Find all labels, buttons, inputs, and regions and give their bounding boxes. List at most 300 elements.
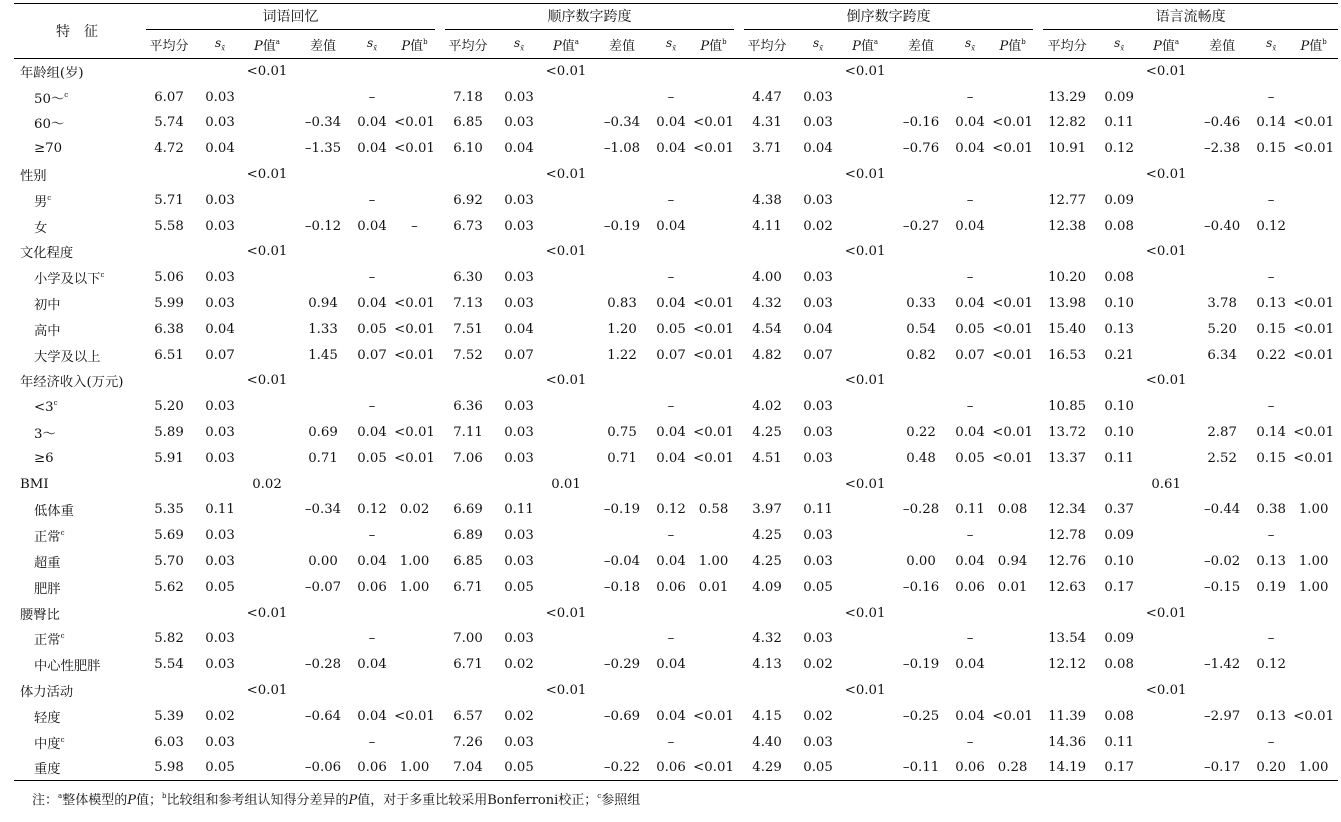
difference: –0.44 bbox=[1203, 502, 1241, 518]
comparison-p-value bbox=[988, 523, 1037, 549]
standard-error: 0.02 bbox=[803, 218, 833, 234]
data-row bbox=[14, 291, 1338, 317]
standard-error: 0.17 bbox=[1104, 579, 1134, 595]
difference-se: 0.14 bbox=[1256, 425, 1286, 441]
empty-cell bbox=[796, 239, 840, 265]
standard-error: 0.10 bbox=[1104, 554, 1134, 570]
mean-score: 7.13 bbox=[453, 296, 483, 312]
empty-cell bbox=[354, 59, 390, 85]
difference: 0.69 bbox=[308, 425, 338, 441]
difference-se: 0.12 bbox=[1256, 657, 1286, 673]
empty-cell bbox=[1289, 678, 1338, 704]
difference: 0.75 bbox=[607, 425, 637, 441]
empty-cell bbox=[541, 420, 591, 446]
comparison-p-value bbox=[689, 265, 738, 291]
difference-se: 0.04 bbox=[357, 425, 387, 441]
overall-p-value: <0.01 bbox=[545, 605, 587, 621]
difference-se: 0.04 bbox=[357, 141, 387, 157]
empty-cell bbox=[1141, 394, 1191, 420]
empty-cell bbox=[390, 162, 439, 188]
note-a-text: 整体模型的 bbox=[62, 793, 128, 808]
empty-cell bbox=[242, 265, 292, 291]
empty-cell bbox=[689, 162, 738, 188]
difference: –2.38 bbox=[1203, 141, 1241, 157]
standard-error: 0.03 bbox=[504, 734, 534, 750]
difference-se: – bbox=[368, 89, 376, 105]
row-label-text: ≥70 bbox=[34, 141, 63, 157]
difference-se: 0.12 bbox=[1256, 218, 1286, 234]
mean-score: 5.71 bbox=[154, 192, 184, 208]
empty-cell bbox=[354, 162, 390, 188]
empty-cell bbox=[242, 316, 292, 342]
empty-cell bbox=[952, 471, 988, 497]
comparison-p-value bbox=[988, 652, 1037, 678]
comparison-p-value bbox=[988, 265, 1037, 291]
standard-error: 0.09 bbox=[1104, 89, 1134, 105]
overall-p-value: 0.61 bbox=[1151, 476, 1181, 492]
overall-p-value: <0.01 bbox=[1145, 64, 1187, 80]
empty-cell bbox=[1141, 626, 1191, 652]
difference-se: – bbox=[368, 192, 376, 208]
comparison-p-value: <0.01 bbox=[992, 321, 1033, 337]
row-label bbox=[14, 420, 140, 446]
subheader-p-sup-b: b bbox=[722, 38, 727, 46]
data-row bbox=[14, 703, 1338, 729]
difference-se: – bbox=[368, 528, 376, 544]
overall-p-value: <0.01 bbox=[1145, 373, 1187, 389]
subheader-se-subscript: x̄ bbox=[819, 44, 824, 53]
subheader-p-overall bbox=[1141, 31, 1191, 59]
standard-error: 0.07 bbox=[803, 347, 833, 363]
difference bbox=[1191, 394, 1253, 420]
comparison-p-value: <0.01 bbox=[992, 425, 1033, 441]
difference: 0.33 bbox=[906, 296, 936, 312]
empty-cell bbox=[354, 600, 390, 626]
subheader-diff bbox=[1191, 31, 1253, 59]
category-label: BMI bbox=[20, 476, 49, 492]
comparison-p-value bbox=[988, 84, 1037, 110]
comparison-p-value bbox=[689, 394, 738, 420]
difference-se: – bbox=[667, 734, 675, 750]
difference bbox=[591, 394, 653, 420]
difference bbox=[1191, 729, 1253, 755]
difference: 6.34 bbox=[1207, 347, 1237, 363]
empty-cell bbox=[497, 59, 541, 85]
difference: 0.22 bbox=[906, 425, 936, 441]
empty-cell bbox=[541, 110, 591, 136]
empty-cell bbox=[242, 703, 292, 729]
difference: –1.42 bbox=[1203, 657, 1241, 673]
comparison-p-value bbox=[1289, 187, 1338, 213]
empty-cell bbox=[796, 600, 840, 626]
empty-cell bbox=[1037, 59, 1097, 85]
mean-score: 13.54 bbox=[1048, 631, 1087, 647]
comparison-p-value: 1.00 bbox=[390, 755, 439, 781]
standard-error: 0.03 bbox=[803, 192, 833, 208]
empty-cell bbox=[439, 162, 497, 188]
difference-se: 0.05 bbox=[955, 450, 985, 466]
row-label-text: 高中 bbox=[34, 323, 61, 339]
empty-cell bbox=[198, 239, 242, 265]
data-row bbox=[14, 652, 1338, 678]
comparison-p-value bbox=[689, 652, 738, 678]
empty-cell bbox=[689, 59, 738, 85]
comparison-p-value bbox=[390, 394, 439, 420]
standard-error: 0.03 bbox=[205, 218, 235, 234]
mean-score: 4.82 bbox=[752, 347, 782, 363]
mean-score: 12.82 bbox=[1048, 115, 1087, 131]
comparison-p-value bbox=[988, 626, 1037, 652]
difference bbox=[591, 626, 653, 652]
comparison-p-value: <0.01 bbox=[693, 115, 734, 131]
standard-error: 0.17 bbox=[1097, 755, 1141, 781]
overall-p-value: <0.01 bbox=[246, 244, 288, 260]
standard-error: 0.03 bbox=[803, 89, 833, 105]
reference-marker: c bbox=[53, 398, 58, 407]
empty-cell bbox=[541, 187, 591, 213]
difference-se: – bbox=[1267, 270, 1275, 286]
row-label bbox=[14, 342, 140, 368]
comparison-p-value bbox=[1289, 394, 1338, 420]
difference-se: 0.04 bbox=[955, 218, 985, 234]
empty-cell bbox=[1253, 471, 1289, 497]
overall-p-value: <0.01 bbox=[844, 373, 886, 389]
subheader-p-sup-a: a bbox=[275, 38, 280, 46]
difference bbox=[292, 187, 354, 213]
difference: 0.54 bbox=[906, 321, 936, 337]
group-header-verbal-fluency: 语言流畅度 bbox=[1043, 6, 1338, 30]
empty-cell bbox=[1141, 316, 1191, 342]
empty-cell bbox=[541, 136, 591, 162]
standard-error: 0.04 bbox=[504, 141, 534, 157]
comparison-p-value bbox=[390, 265, 439, 291]
comparison-p-value bbox=[689, 729, 738, 755]
mean-score: 6.89 bbox=[453, 528, 483, 544]
standard-error: 0.37 bbox=[1104, 502, 1134, 518]
standard-error: 0.11 bbox=[1104, 734, 1134, 750]
difference: –0.22 bbox=[591, 755, 653, 781]
standard-error: 0.03 bbox=[504, 115, 534, 131]
difference: 1.33 bbox=[308, 321, 338, 337]
comparison-p-value bbox=[1289, 265, 1338, 291]
empty-cell bbox=[1141, 523, 1191, 549]
empty-cell bbox=[198, 162, 242, 188]
standard-error: 0.11 bbox=[504, 502, 534, 518]
standard-error: 0.03 bbox=[205, 450, 235, 466]
difference: –0.76 bbox=[902, 141, 940, 157]
standard-error: 0.03 bbox=[504, 192, 534, 208]
difference-se: 0.06 bbox=[354, 755, 390, 781]
difference bbox=[292, 523, 354, 549]
subheader-p-compare bbox=[1289, 31, 1338, 59]
mean-score: 4.25 bbox=[752, 425, 782, 441]
empty-cell bbox=[988, 368, 1037, 394]
subheader-se-subscript: x̄ bbox=[520, 44, 525, 53]
comparison-p-value: <0.01 bbox=[992, 708, 1033, 724]
row-label bbox=[14, 729, 140, 755]
comparison-p-value bbox=[1289, 729, 1338, 755]
data-row bbox=[14, 445, 1338, 471]
comparison-p-value: 1.00 bbox=[1289, 755, 1338, 781]
difference bbox=[292, 265, 354, 291]
comparison-p-value: 1.00 bbox=[399, 579, 430, 595]
difference bbox=[890, 84, 952, 110]
difference-se: 0.06 bbox=[952, 755, 988, 781]
mean-score: 5.06 bbox=[154, 270, 184, 286]
difference: 1.22 bbox=[607, 347, 637, 363]
empty-cell bbox=[198, 368, 242, 394]
subheader-p-letter: P bbox=[852, 39, 861, 54]
subheader-se-subscript: x̄ bbox=[1272, 44, 1277, 53]
empty-cell bbox=[1037, 600, 1097, 626]
difference-se: – bbox=[667, 528, 675, 544]
mean-score: 5.91 bbox=[154, 450, 184, 466]
row-label-text: 小学及以下 bbox=[34, 272, 101, 288]
mean-score: 12.38 bbox=[1048, 218, 1087, 234]
overall-p-value: <0.01 bbox=[246, 683, 288, 699]
subheader-p-rest: 值 bbox=[1008, 39, 1022, 54]
difference-se: 0.15 bbox=[1256, 321, 1286, 337]
mean-score: 4.38 bbox=[752, 192, 782, 208]
empty-cell bbox=[541, 445, 591, 471]
difference-se: – bbox=[966, 270, 974, 286]
mean-score: 6.73 bbox=[453, 218, 483, 234]
difference-se: 0.13 bbox=[1256, 554, 1286, 570]
empty-cell bbox=[541, 213, 591, 239]
subheader-p-rest: 值 bbox=[410, 39, 424, 54]
empty-cell bbox=[292, 678, 354, 704]
standard-error: 0.10 bbox=[1104, 296, 1134, 312]
mean-score: 4.15 bbox=[752, 708, 782, 724]
difference: –0.46 bbox=[1203, 115, 1241, 131]
row-label bbox=[14, 110, 140, 136]
empty-cell bbox=[840, 729, 890, 755]
empty-cell bbox=[840, 420, 890, 446]
difference: –0.27 bbox=[902, 218, 940, 234]
difference bbox=[1191, 523, 1253, 549]
comparison-p-value bbox=[988, 394, 1037, 420]
standard-error: 0.03 bbox=[803, 554, 833, 570]
mean-score: 5.35 bbox=[154, 502, 184, 518]
overall-p-value: <0.01 bbox=[844, 683, 886, 699]
empty-cell bbox=[1289, 368, 1338, 394]
empty-cell bbox=[591, 471, 653, 497]
difference-se: – bbox=[368, 399, 376, 415]
empty-cell bbox=[242, 136, 292, 162]
empty-cell bbox=[653, 678, 689, 704]
subheader-p-letter: P bbox=[999, 39, 1009, 54]
standard-error: 0.10 bbox=[1104, 425, 1134, 441]
standard-error: 0.03 bbox=[504, 631, 534, 647]
empty-cell bbox=[541, 394, 591, 420]
subheader-se-label: s bbox=[813, 36, 820, 51]
empty-cell bbox=[840, 549, 890, 575]
empty-cell bbox=[952, 239, 988, 265]
difference-se: 0.04 bbox=[357, 554, 387, 570]
difference bbox=[890, 729, 952, 755]
subheader-p-rest: 值 bbox=[709, 39, 723, 54]
empty-cell bbox=[738, 600, 796, 626]
difference: –0.12 bbox=[304, 218, 342, 234]
subheader-mean bbox=[140, 31, 198, 59]
difference-se: – bbox=[368, 270, 376, 286]
comparison-p-value: 1.00 bbox=[1298, 502, 1329, 518]
mean-score: 4.29 bbox=[738, 755, 796, 781]
subheader-se-subscript: x̄ bbox=[221, 44, 226, 53]
difference: –0.11 bbox=[890, 755, 952, 781]
standard-error: 0.05 bbox=[205, 579, 235, 595]
mean-score: 4.31 bbox=[752, 115, 782, 131]
note-b-text: 比较组和参考组认知得分差异的 bbox=[166, 793, 349, 808]
mean-score: 12.77 bbox=[1048, 192, 1087, 208]
empty-cell bbox=[1097, 368, 1141, 394]
standard-error: 0.05 bbox=[796, 755, 840, 781]
mean-score: 5.82 bbox=[154, 631, 184, 647]
mean-score: 4.72 bbox=[154, 141, 184, 157]
standard-error: 0.03 bbox=[205, 270, 235, 286]
subheader-p-letter: P bbox=[401, 39, 411, 54]
empty-cell bbox=[242, 652, 292, 678]
mean-score: 5.89 bbox=[154, 425, 184, 441]
difference-se: 0.04 bbox=[656, 708, 686, 724]
difference bbox=[890, 626, 952, 652]
empty-cell bbox=[198, 678, 242, 704]
difference: 1.45 bbox=[308, 347, 338, 363]
row-label-text: <3 bbox=[34, 399, 54, 415]
difference-se: 0.04 bbox=[955, 708, 985, 724]
empty-cell bbox=[1097, 678, 1141, 704]
empty-cell bbox=[1191, 678, 1253, 704]
mean-score: 5.39 bbox=[154, 708, 184, 724]
mean-score: 6.03 bbox=[154, 734, 184, 750]
subheader-se-subscript: x̄ bbox=[672, 44, 677, 53]
category-row bbox=[14, 678, 1338, 704]
empty-cell bbox=[242, 549, 292, 575]
comparison-p-value bbox=[390, 187, 439, 213]
row-label bbox=[14, 652, 140, 678]
standard-error: 0.05 bbox=[497, 755, 541, 781]
empty-cell bbox=[988, 59, 1037, 85]
empty-cell bbox=[390, 678, 439, 704]
empty-cell bbox=[952, 368, 988, 394]
difference: 0.82 bbox=[906, 347, 936, 363]
empty-cell bbox=[689, 600, 738, 626]
reference-marker: c bbox=[100, 271, 105, 280]
empty-cell bbox=[653, 600, 689, 626]
comparison-p-value bbox=[390, 626, 439, 652]
empty-cell bbox=[390, 471, 439, 497]
empty-cell bbox=[242, 213, 292, 239]
subheader-p-sup-a: a bbox=[574, 38, 579, 46]
empty-cell bbox=[439, 471, 497, 497]
note-b-tail: 值，对于多重比较采用Bonferroni校正； bbox=[357, 793, 598, 808]
mean-score: 16.53 bbox=[1048, 347, 1087, 363]
mean-score: 6.10 bbox=[453, 141, 483, 157]
overall-p-value: 0.02 bbox=[252, 476, 282, 492]
comparison-p-value bbox=[1289, 626, 1338, 652]
subheader-p-letter: P bbox=[553, 39, 562, 54]
note-prefix: 注： bbox=[32, 793, 59, 808]
empty-cell bbox=[840, 342, 890, 368]
empty-cell bbox=[140, 471, 198, 497]
empty-cell bbox=[541, 497, 591, 523]
overall-p-value: <0.01 bbox=[1145, 605, 1187, 621]
empty-cell bbox=[840, 523, 890, 549]
category-label: 年龄组(岁) bbox=[20, 66, 84, 82]
empty-cell bbox=[242, 729, 292, 755]
difference-se: 0.05 bbox=[357, 450, 387, 466]
mean-score: 4.40 bbox=[752, 734, 782, 750]
standard-error: 0.03 bbox=[803, 734, 833, 750]
standard-error: 0.03 bbox=[205, 192, 235, 208]
empty-cell bbox=[541, 626, 591, 652]
standard-error: 0.03 bbox=[504, 450, 534, 466]
empty-cell bbox=[890, 600, 952, 626]
difference-se: 0.04 bbox=[955, 115, 985, 131]
standard-error: 0.11 bbox=[205, 502, 235, 518]
overall-p-value: <0.01 bbox=[246, 605, 288, 621]
data-row bbox=[14, 84, 1338, 110]
difference bbox=[890, 394, 952, 420]
subheader-diff-label: 差值 bbox=[908, 39, 935, 54]
comparison-p-value: <0.01 bbox=[1293, 347, 1335, 363]
results-table-container bbox=[14, 3, 1335, 781]
mean-score: 15.40 bbox=[1048, 321, 1087, 337]
standard-error: 0.03 bbox=[205, 657, 235, 673]
category-row bbox=[14, 239, 1338, 265]
empty-cell bbox=[1097, 239, 1141, 265]
difference-se: – bbox=[966, 734, 974, 750]
mean-score: 6.30 bbox=[453, 270, 483, 286]
comparison-p-value: <0.01 bbox=[992, 347, 1033, 363]
empty-cell bbox=[354, 239, 390, 265]
empty-cell bbox=[390, 239, 439, 265]
difference: –0.25 bbox=[902, 708, 940, 724]
empty-cell bbox=[840, 497, 890, 523]
comparison-p-value bbox=[390, 652, 439, 678]
overall-p-value: <0.01 bbox=[844, 64, 886, 80]
comparison-p-value bbox=[1289, 213, 1338, 239]
difference-se: 0.04 bbox=[357, 218, 387, 234]
subheader-p-rest: 值 bbox=[262, 39, 276, 54]
empty-cell bbox=[497, 600, 541, 626]
empty-cell bbox=[738, 471, 796, 497]
empty-cell bbox=[840, 84, 890, 110]
empty-cell bbox=[1253, 368, 1289, 394]
group-header-word-recall: 词语回忆 bbox=[146, 6, 435, 30]
subheader-se-subscript: x̄ bbox=[373, 44, 378, 53]
standard-error: 0.12 bbox=[1104, 141, 1134, 157]
difference-se: – bbox=[966, 192, 974, 208]
subheader-mean-label: 平均分 bbox=[448, 39, 488, 54]
comparison-p-value: <0.01 bbox=[693, 425, 734, 441]
difference-se: – bbox=[667, 192, 675, 208]
empty-cell bbox=[292, 471, 354, 497]
reference-marker: c bbox=[60, 529, 65, 538]
row-label-text: ≥6 bbox=[34, 450, 54, 466]
difference-se: 0.22 bbox=[1256, 347, 1286, 363]
subheader-diff bbox=[292, 31, 354, 59]
subheader-p-rest: 值 bbox=[1161, 39, 1175, 54]
empty-cell bbox=[689, 678, 738, 704]
overall-p-value: 0.01 bbox=[551, 476, 581, 492]
row-label-text: 正常 bbox=[34, 633, 61, 649]
empty-cell bbox=[1097, 600, 1141, 626]
empty-cell bbox=[242, 755, 292, 781]
data-row bbox=[14, 265, 1338, 291]
empty-cell bbox=[591, 239, 653, 265]
comparison-p-value: 0.08 bbox=[997, 502, 1028, 518]
